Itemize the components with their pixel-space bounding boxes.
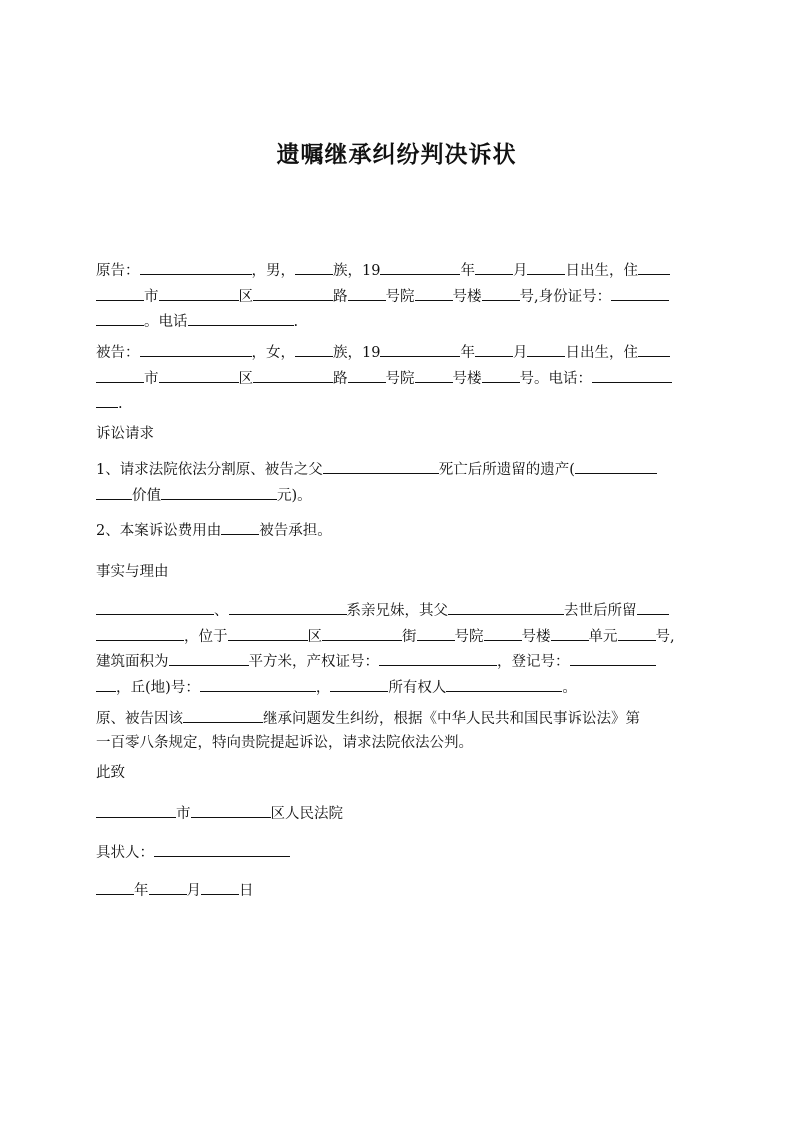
yard-text: 号院 (454, 628, 484, 645)
claim-2 (96, 517, 702, 543)
id-number-text: 号,身份证号： (519, 288, 612, 305)
city-blank[interactable] (96, 283, 144, 301)
id-number-blank[interactable] (611, 283, 669, 301)
court-name-text: 区人民法院 (270, 806, 343, 822)
phone-blank[interactable] (188, 308, 294, 326)
road-text: 路 (333, 288, 348, 305)
month-text: 月 (512, 345, 528, 361)
plot-blank[interactable] (200, 674, 316, 692)
signer-line (96, 839, 702, 865)
name-blank[interactable] (140, 339, 252, 357)
building-text: 号楼 (452, 370, 482, 387)
dispute-request-text: 一百零八条规定，特向贵院提起诉讼，请求法院依法公判。 (96, 734, 473, 751)
dispute-law-text: 继承问题发生纠纷，根据《中华人民共和国民事诉讼法》第 (263, 711, 640, 727)
father-blank[interactable] (448, 597, 564, 615)
street-text: 街 (402, 628, 417, 645)
name-blank[interactable] (140, 257, 252, 275)
yard-text: 号院 (385, 370, 415, 387)
signer-label: 具状人： (96, 845, 154, 861)
registration-text: ，登记号： (497, 654, 570, 670)
value-blank[interactable] (161, 482, 277, 500)
year-text: 年 (460, 263, 475, 279)
date-day-blank[interactable] (201, 877, 239, 895)
claim-2-text: 2、本案诉讼费用由 (96, 523, 222, 539)
property-blank-cont[interactable] (96, 623, 184, 641)
building-text: 号楼 (521, 628, 551, 645)
year-text: 年 (460, 345, 475, 361)
day-blank[interactable] (527, 339, 565, 357)
area-blank[interactable] (169, 648, 249, 666)
number-text: 号, (655, 628, 675, 645)
claim-2-end-text: 被告承担。 (259, 523, 332, 539)
building-blank[interactable] (484, 623, 522, 641)
address-blank[interactable] (638, 339, 670, 357)
road-blank[interactable] (253, 365, 333, 383)
yuan-text: 元)。 (277, 487, 312, 504)
claim-1-text: 1、请求法院依法分割原、被告之父 (96, 462, 323, 478)
cost-bearer-blank[interactable] (221, 517, 259, 535)
property-blank[interactable] (637, 597, 669, 615)
ethnicity-blank[interactable] (295, 257, 333, 275)
owner-blank[interactable] (446, 674, 562, 692)
court-city-blank[interactable] (96, 800, 176, 818)
phone-text: 号。电话： (519, 370, 592, 387)
court-city-text: 市 (176, 806, 191, 822)
gender-text: ，男， (251, 263, 295, 279)
father-name-blank[interactable] (323, 456, 439, 474)
birth-address-text: 日出生，住 (565, 263, 638, 279)
date-month-blank[interactable] (149, 877, 187, 895)
district-blank[interactable] (159, 365, 239, 383)
phone-blank[interactable] (592, 365, 672, 383)
claim-1 (96, 456, 702, 507)
estate-blank[interactable] (575, 456, 657, 474)
ethnicity-blank[interactable] (295, 339, 333, 357)
certificate-text: 平方米，产权证号： (248, 654, 379, 670)
district-blank[interactable] (228, 623, 308, 641)
yard-blank[interactable] (348, 283, 386, 301)
unit-blank[interactable] (482, 365, 520, 383)
defendant-section (96, 339, 702, 416)
date-line (96, 877, 702, 903)
address-blank[interactable] (638, 257, 670, 275)
unit-blank[interactable] (551, 623, 589, 641)
phone-text: 。电话 (144, 314, 188, 330)
court-line (96, 800, 702, 826)
district-text: 区 (238, 370, 253, 387)
yard-blank[interactable] (417, 623, 455, 641)
plot-text: ，丘(地)号： (116, 679, 200, 696)
left-behind-text: 去世后所留 (564, 603, 637, 619)
city-text: 市 (144, 288, 159, 305)
document-title: 遗嘱继承纠纷判决诉状 (276, 142, 517, 168)
sibling-1-blank[interactable] (96, 597, 214, 615)
month-text: 月 (512, 263, 528, 279)
dispute-text: 原、被告因该 (96, 711, 183, 727)
district-text: 区 (307, 628, 322, 645)
month-blank[interactable] (475, 339, 513, 357)
room-blank[interactable] (618, 623, 656, 641)
gender-text: ，女， (251, 345, 295, 361)
ethnicity-year-text: 族，19 (333, 345, 381, 361)
date-month-text: 月 (186, 883, 201, 899)
estate-blank-cont[interactable] (96, 482, 132, 500)
area-text: 建筑面积为 (96, 654, 169, 670)
dispute-paragraph (96, 705, 702, 756)
yard-text: 号院 (385, 288, 415, 305)
inheritance-blank[interactable] (183, 705, 263, 723)
date-day-text: 日 (239, 883, 254, 899)
value-text: 价值 (132, 487, 161, 504)
city-blank[interactable] (96, 365, 144, 383)
period-text: . (118, 396, 123, 412)
claim-1-estate-text: 死亡后所遗留的遗产( (438, 462, 575, 478)
facts-heading: 事实与理由 (96, 564, 169, 580)
registration-blank[interactable] (570, 648, 656, 666)
day-blank[interactable] (527, 257, 565, 275)
unit-text: 单元 (588, 628, 618, 645)
comma-text: ， (315, 679, 331, 696)
district-text: 区 (238, 288, 253, 305)
birth-address-text: 日出生，住 (565, 345, 638, 361)
road-text: 路 (333, 370, 348, 387)
month-blank[interactable] (475, 257, 513, 275)
end-text: 。 (562, 679, 577, 696)
registration-blank-cont[interactable] (96, 674, 116, 692)
owner-text: 所有权人 (388, 679, 447, 696)
facts-paragraph (96, 597, 702, 699)
signer-blank[interactable] (154, 839, 290, 857)
building-text: 号楼 (452, 288, 482, 305)
yard-blank[interactable] (348, 365, 386, 383)
road-blank[interactable] (253, 283, 333, 301)
plaintiff-label: 原告： (96, 263, 140, 279)
cizhi-text: 此致 (96, 765, 125, 781)
certificate-blank[interactable] (379, 648, 497, 666)
period-text: . (293, 314, 299, 330)
ethnicity-year-text: 族，19 (333, 263, 381, 279)
year-blank[interactable] (380, 339, 460, 357)
plaintiff-section (96, 257, 702, 334)
defendant-label: 被告： (96, 345, 140, 361)
phone-blank-cont[interactable] (96, 390, 118, 408)
id-number-blank-cont[interactable] (96, 308, 144, 326)
court-district-blank[interactable] (191, 800, 271, 818)
siblings-text: 系亲兄妹，其父 (346, 603, 448, 619)
sibling-2-blank[interactable] (229, 597, 347, 615)
building-blank[interactable] (415, 365, 453, 383)
separator-text: 、 (214, 603, 229, 619)
date-year-blank[interactable] (96, 877, 134, 895)
city-text: 市 (144, 370, 159, 387)
year-blank[interactable] (380, 257, 460, 275)
owner-name-blank[interactable] (330, 674, 388, 692)
claims-heading: 诉讼请求 (96, 426, 154, 442)
district-blank[interactable] (159, 283, 239, 301)
building-blank[interactable] (415, 283, 453, 301)
date-year-text: 年 (134, 883, 149, 899)
street-blank[interactable] (322, 623, 402, 641)
located-text: ，位于 (184, 628, 228, 645)
unit-blank[interactable] (482, 283, 520, 301)
